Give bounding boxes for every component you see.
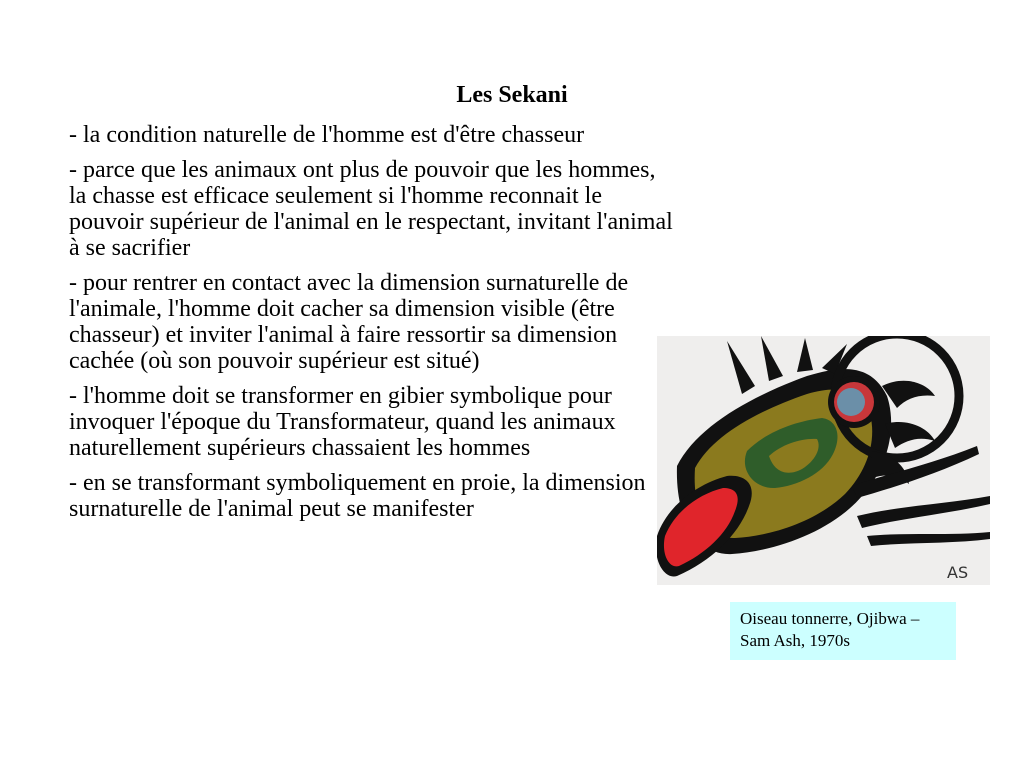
thunderbird-illustration <box>657 336 990 585</box>
figure-caption: Oiseau tonnerre, Ojibwa – Sam Ash, 1970s <box>730 602 956 660</box>
eye-pupil <box>837 388 865 416</box>
bullet-item: - la condition naturelle de l'homme est d'être chasseur <box>69 122 585 148</box>
bullet-list <box>69 122 673 531</box>
thunderbird-painting <box>657 336 990 585</box>
bullet-item: - pour rentrer en contact avec la dimension surnaturelle de l'animale, l'homme doit cacher sa dimension visible (être chasseur) et inviter l'animal à faire ressortir sa dimension cachée (où son pouvoir supérieur est situé) <box>69 270 629 374</box>
bullet-item: - l'homme doit se transformer en gibier symbolique pour invoquer l'époque du Transformateur, quand les animaux naturellement supérieurs chassaient les hommes <box>69 383 616 461</box>
slide-title: Les Sekani <box>456 82 568 108</box>
bullet-item: - en se transformant symboliquement en proie, la dimension surnaturelle de l'animal peut se manifester <box>69 470 646 522</box>
artist-signature: AS <box>947 563 969 582</box>
bullet-item: - parce que les animaux ont plus de pouvoir que les hommes, la chasse est efficace seulement si l'homme reconnait le pouvoir supérieur de l'animal en le respectant, invitant l'animal à se sacrifier <box>69 157 673 261</box>
